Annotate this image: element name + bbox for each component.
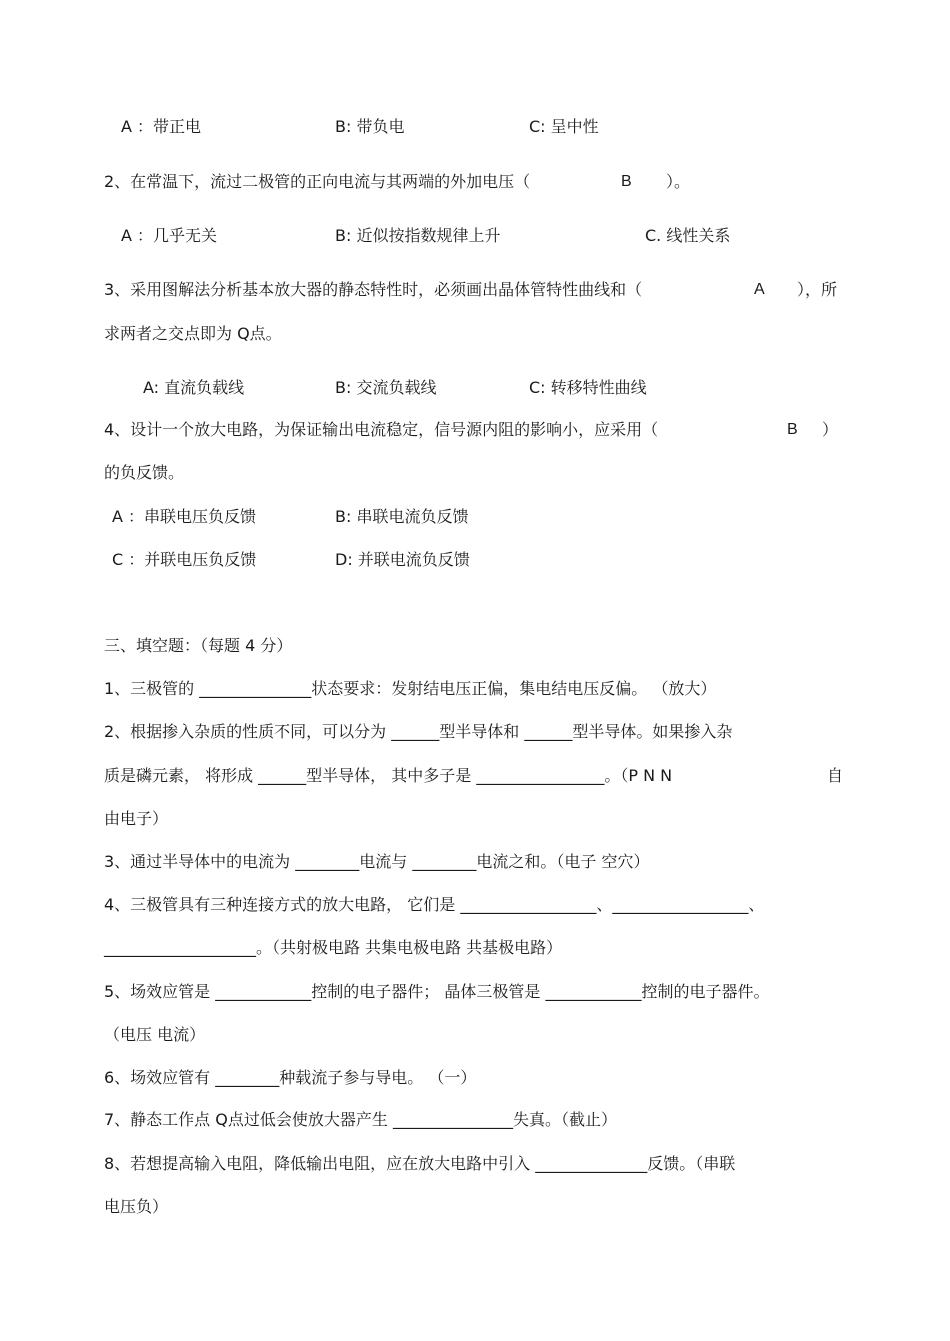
q4-line2: 的负反馈。 <box>104 463 185 482</box>
fill-item-8-line1: 8、若想提高输入电阻，降低输出电阻，应在放大电路中引入 ______________反馈。（串联 <box>104 1154 736 1173</box>
q4-option-c: C ：并联电压负反馈 <box>112 550 257 569</box>
q3-option-a: A: 直流负载线 <box>143 378 245 397</box>
q4-option-b: B: 串联电流负反馈 <box>335 507 469 526</box>
fill-item-1: 1、三极管的 ______________状态要求：发射结电压正偏，集电结电压反偏。 （放大） <box>104 679 717 698</box>
q3-answer: A <box>754 281 765 298</box>
q2-answer: B <box>621 173 632 190</box>
q3-close: ），所 <box>797 280 838 299</box>
q4-answer: B <box>787 421 798 438</box>
fill-item-5-line1: 5、场效应管是 ____________控制的电子器件； 晶体三极管是 ____________控制的电子器件。 <box>104 982 770 1001</box>
q3-option-b: B: 交流负载线 <box>335 378 437 397</box>
q2-stem: 2、在常温下，流过二极管的正向电流与其两端的外加电压（ <box>104 172 531 191</box>
q3-option-c: C: 转移特性曲线 <box>529 378 647 397</box>
fill-item-2-line2: 质是磷元素， 将形成 ______型半导体， 其中多子是 ________________。（P N N <box>104 766 673 785</box>
q2-option-a: A ：几乎无关 <box>121 226 218 245</box>
fill-item-6: 6、场效应管有 ________种载流子参与导电。 （一） <box>104 1068 477 1087</box>
q1-option-c: C: 呈中性 <box>529 117 599 136</box>
fill-item-5-line2: （电压 电流） <box>104 1025 206 1044</box>
fill-heading: 三、填空题：（每题 4 分） <box>104 636 293 655</box>
fill-item-2-line3: 由电子） <box>104 809 169 828</box>
q4-close: ） <box>822 420 839 439</box>
q2-option-b: B: 近似按指数规律上升 <box>335 226 501 245</box>
fill-item-2-line2-end: 自 <box>827 766 844 785</box>
fill-item-3: 3、通过半导体中的电流为 ________电流与 ________电流之和。（电子 空穴） <box>104 852 650 871</box>
q1-option-b: B: 带负电 <box>335 117 405 136</box>
fill-item-4-line2: ___________________。（共射极电路 共集电极电路 共基极电路） <box>104 938 563 957</box>
fill-item-2-line1: 2、根据掺入杂质的性质不同，可以分为 ______型半导体和 ______型半导体。如果掺入杂 <box>104 722 733 741</box>
q4-option-d: D: 并联电流负反馈 <box>335 550 470 569</box>
q2-close: ）。 <box>666 172 691 191</box>
q4-stem: 4、设计一个放大电路，为保证输出电流稳定，信号源内阻的影响小，应采用（ <box>104 420 659 439</box>
fill-item-7: 7、静态工作点 Q点过低会使放大器产生 _______________失真。（截止） <box>104 1110 617 1129</box>
fill-item-8-line2: 电压负） <box>104 1197 169 1216</box>
q4-option-a: A ：串联电压负反馈 <box>112 507 257 526</box>
q1-option-a: A ：带正电 <box>121 117 202 136</box>
q3-line2: 求两者之交点即为 Q点。 <box>104 324 282 343</box>
fill-item-4-line1: 4、三极管具有三种连接方式的放大电路， 它们是 _________________、_________________、 <box>104 895 765 914</box>
q2-option-c: C. 线性关系 <box>645 226 731 245</box>
q3-stem: 3、采用图解法分析基本放大器的静态特性时，必须画出晶体管特性曲线和（ <box>104 280 643 299</box>
